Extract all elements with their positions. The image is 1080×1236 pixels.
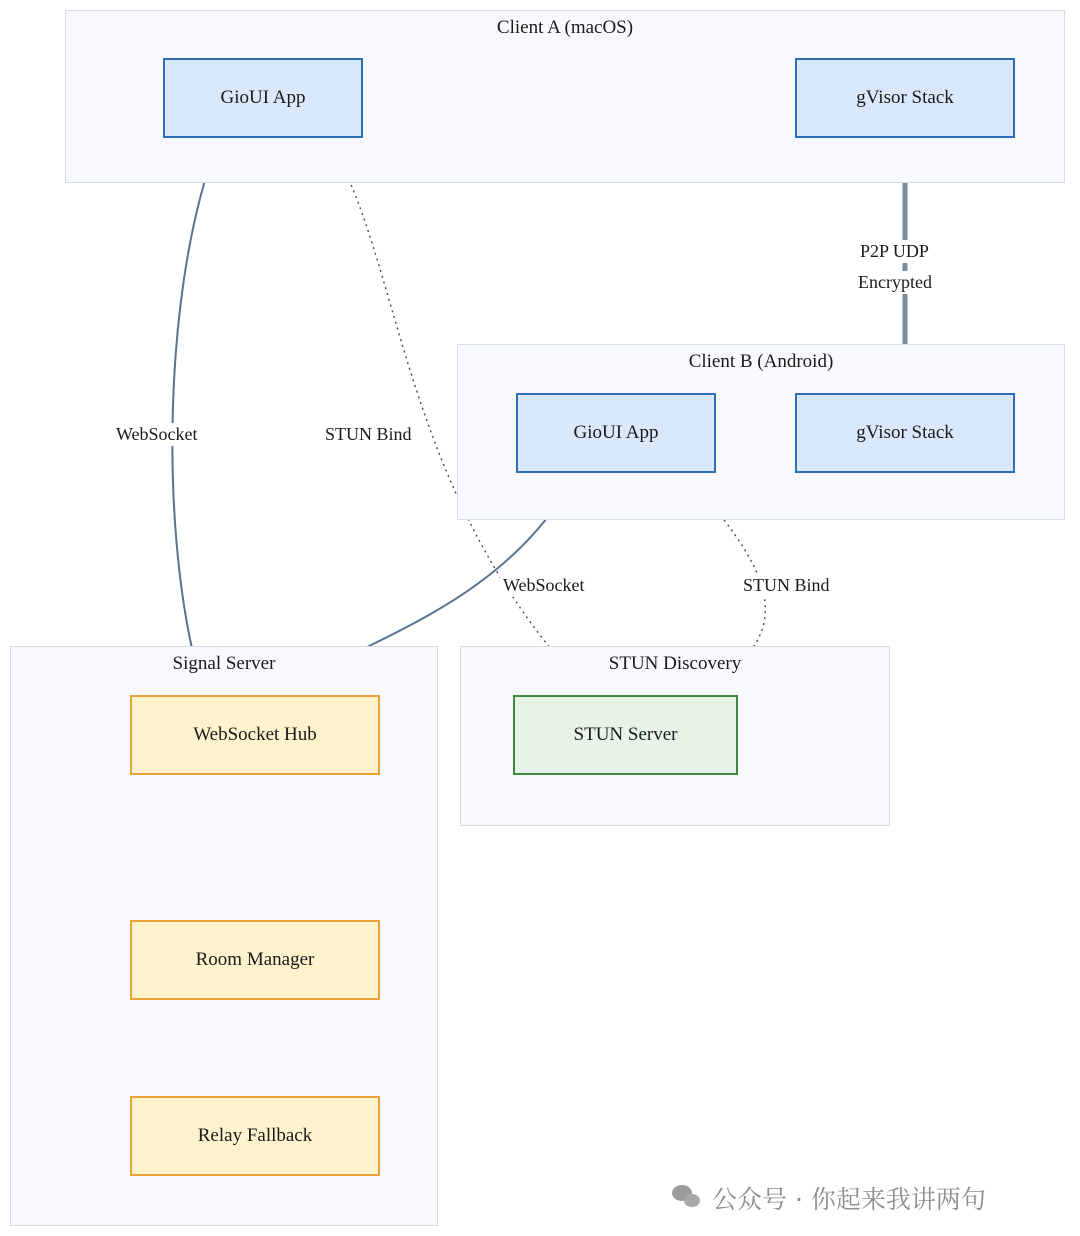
edge-label-stun-bind-b: STUN Bind <box>740 574 846 597</box>
edge-label-websocket-b: WebSocket <box>500 574 588 597</box>
node-gioui-app-client-a[interactable] <box>163 58 363 138</box>
node-label: Room Manager <box>195 949 315 970</box>
node-gioui-app-client-b[interactable] <box>516 393 716 473</box>
node-label: gVisor Stack <box>856 422 954 443</box>
node-gvisor-stack-client-b[interactable] <box>795 393 1015 473</box>
group-title-stun-discovery: STUN Discovery <box>608 653 742 674</box>
edge-label-p2p-udp: P2P UDP <box>857 240 932 263</box>
node-label: GioUI App <box>220 87 306 108</box>
node-label: STUN Server <box>573 724 678 745</box>
node-label: Relay Fallback <box>197 1125 313 1146</box>
edge-label-stun-bind-a: STUN Bind <box>322 423 426 446</box>
node-stun-server[interactable] <box>513 695 738 775</box>
node-room-manager[interactable] <box>130 920 380 1000</box>
node-label: GioUI App <box>573 422 659 443</box>
wechat-icon <box>672 1185 702 1211</box>
node-gvisor-stack-client-a[interactable] <box>795 58 1015 138</box>
group-title-client-b: Client B (Android) <box>688 351 834 372</box>
edge-label-websocket-a: WebSocket <box>113 423 201 446</box>
node-label: WebSocket Hub <box>193 724 317 745</box>
group-title-client-a: Client A (macOS) <box>496 17 634 38</box>
watermark-text: 公众号 · 你起来我讲两句 <box>712 1185 986 1214</box>
node-label: gVisor Stack <box>856 87 954 108</box>
edge-label-p2p-encrypted: Encrypted <box>855 271 935 294</box>
watermark <box>672 1180 986 1216</box>
node-relay-fallback[interactable] <box>130 1096 380 1176</box>
node-websocket-hub[interactable] <box>130 695 380 775</box>
group-title-signal-server: Signal Server <box>172 653 276 674</box>
